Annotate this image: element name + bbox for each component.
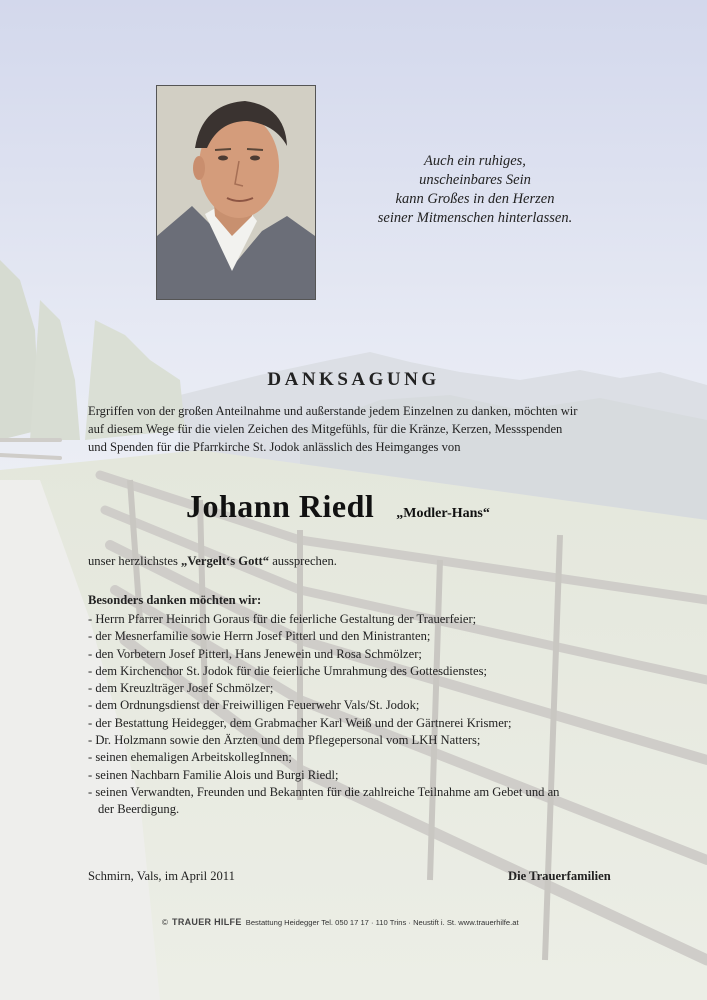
thanks-after: aussprechen. [269,554,337,568]
quote-line: kann Großes in den Herzen [395,191,555,207]
quote-line: Auch ein ruhiges, [424,153,526,169]
intro-line: und Spenden für die Pfarrkirche St. Jodok anlässlich des Heimganges von [88,440,461,454]
footer [162,917,519,927]
list-item: - dem Kirchenchor St. Jodok für die feierliche Umrahmung des Gottesdienstes; [88,663,488,678]
intro-paragraph [88,402,628,456]
portrait-image [157,86,315,299]
quote-line: unscheinbares Sein [419,172,531,188]
signature: Die Trauerfamilien [508,869,611,883]
list-item: - seinen Nachbarn Familie Alois und Burgi Riedl; [88,767,339,782]
list-title: Besonders danken möchten wir: [88,593,262,607]
deceased-nickname: „Modler-Hans“ [396,506,490,521]
place-date: Schmirn, Vals, im April 2011 [88,869,235,883]
list-item: - Dr. Holzmann sowie den Ärzten und dem Pflegepersonal vom LKH Natters; [88,733,481,748]
quote-line: seiner Mitmenschen hinterlassen. [377,210,573,226]
trauerhilfe-logo: TRAUER HILFE [172,917,242,927]
thanks-before: unser herzlichstes [88,554,182,568]
thanks-sentence [88,554,337,569]
list-item: - Herrn Pfarrer Heinrich Goraus für die feierliche Gestaltung der Trauerfeier; [88,612,477,626]
page-title: DANKSAGUNG [267,369,440,390]
copyright-symbol: © [162,918,168,927]
portrait-photo [156,85,316,300]
list-item: - dem Kreuzlträger Josef Schmölzer; [88,681,274,696]
list-item: - der Bestattung Heidegger, dem Grabmacher Karl Weiß und der Gärtnerei Krismer; [88,715,512,730]
thanks-bold: „Vergelt‘s Gott“ [181,554,270,568]
memorial-quote [340,152,610,228]
list-item: - seinen Verwandten, Freunden und Bekannten für die zahlreiche Teilnahme am Gebet und an [88,784,560,799]
list-item: - seinen ehemaligen ArbeitskollegInnen; [88,750,292,765]
intro-line: Ergriffen von der großen Anteilnahme und außerstande jedem Einzelnen zu danken, möchten wir [88,404,578,418]
list-item: - der Mesnerfamilie sowie Herrn Josef Pitterl und den Ministranten; [88,629,431,644]
list-item-continuation: der Beerdigung. [98,802,180,817]
list-item: - den Vorbetern Josef Pitterl, Hans Jenewein und Rosa Schmölzer; [88,646,422,661]
list-item: - dem Ordnungsdienst der Freiwilligen Feuerwehr Vals/St. Jodok; [88,698,420,713]
deceased-name-line [186,488,490,525]
thanks-list [88,611,648,819]
intro-line: auf diesem Wege für die vielen Zeichen des Mitgefühls, für die Kränze, Kerzen, Messspenden [88,422,563,436]
footer-text: Bestattung Heidegger Tel. 050 17 17 · 110 Trins · Neustift i. St. www.trauerhilfe.at [245,918,519,927]
deceased-name: Johann Riedl [186,488,375,524]
